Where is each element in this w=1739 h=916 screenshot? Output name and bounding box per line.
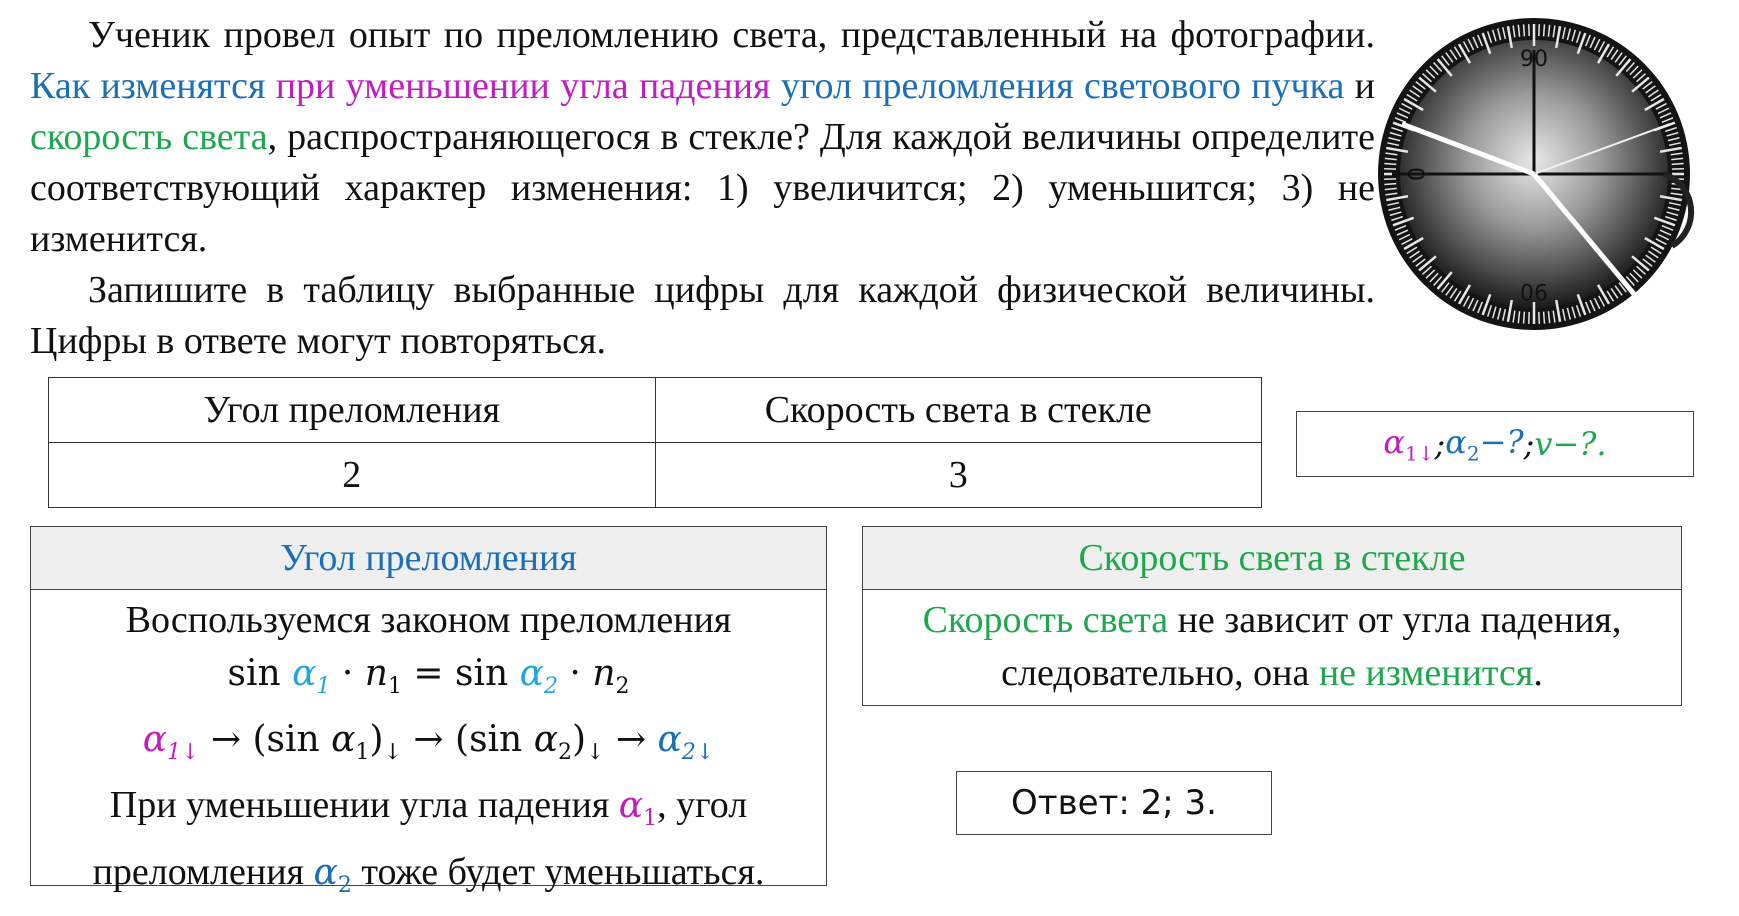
refraction-angle-solution [30,526,827,886]
answer-table [48,377,1262,508]
answer-table-header-row [49,378,1262,443]
hint-speed: v−?. [1534,425,1606,463]
given-summary-box [1296,411,1694,477]
highlight-decrease-incidence: при уменьшении угла падения [276,65,771,107]
problem-paragraph-2: Запишите в таблицу выбранные цифры для каждой физической величины. Цифры в ответе могут повторяться. [30,265,1375,367]
hint-separator: ; [1524,425,1535,463]
final-answer: Ответ: 2; 3. [956,771,1272,835]
speed-line-2: следовательно, она не изменится. [869,647,1675,700]
reasoning-chain: $\alpha_{1↓} \to (\sin$ $\alpha_1)_↓ \to (\sin$ $\alpha_2)_↓ \to \alpha_{2↓}$ [37,713,820,779]
answer-table-header-speed: Скорость света в стекле [655,378,1262,443]
snell-intro: Воспользуемся законом преломления [37,594,820,647]
snell-formula: $\sin \alpha_1 \cdot n_1 = \sin \alpha_2 \cdot n_2$ [37,647,820,713]
conclusion-line-1: При уменьшении угла падения $\alpha_1$, угол [37,779,820,845]
highlight-refraction-angle: угол преломления светового пучка [771,65,1345,107]
dial-tick [1384,184,1396,185]
refraction-disc-photo [1372,16,1696,334]
dial-tick [1524,24,1525,36]
dial-tick [1544,24,1545,36]
problem-paragraph-1 [30,10,1375,265]
refraction-angle-body [31,590,826,916]
speed-line-1: Скорость света не зависит от угла падения, [869,594,1675,647]
highlight-speed-of-light: скорость света [30,116,268,158]
dial-tick [1544,312,1545,324]
dial-label-bottom: 90 [1520,278,1548,303]
problem-intro: Ученик провел опыт по преломлению света, представленный на фотографии. [88,14,1375,56]
speed-of-light-title: Скорость света в стекле [863,527,1681,590]
highlight-how-change: Как изменятся [30,65,276,107]
conclusion-line-2: преломления $\alpha_2$ тоже будет уменьшаться. [37,846,820,912]
dial-tick [1524,312,1525,324]
answer-table-value-speed: 3 [655,443,1262,508]
dial-label-top: 90 [1520,47,1548,72]
problem-text [30,10,1375,367]
refraction-angle-title: Угол преломления [31,527,826,590]
problem-conjunction: и [1344,65,1375,107]
speed-of-light-body [863,590,1681,704]
answer-table-value-angle: 2 [49,443,656,508]
speed-of-light-solution [862,526,1682,706]
dial-label-left: 0 [1402,167,1427,181]
problem-rest: , распространяющегося в стекле? Для каждой величины определите соответствующий характер изменения: 1) увеличится; 2) уменьшится; 3) не изменится. [30,116,1375,260]
hint-alpha2: $\alpha_2-$? [1445,423,1523,465]
dial-tick [1384,164,1396,165]
dial-tick [1672,164,1684,165]
hint-alpha1: $\alpha_{1↓}$ [1383,423,1434,465]
answer-table-value-row [49,443,1262,508]
hint-separator: ; [1435,425,1446,463]
answer-table-header-angle: Угол преломления [49,378,656,443]
